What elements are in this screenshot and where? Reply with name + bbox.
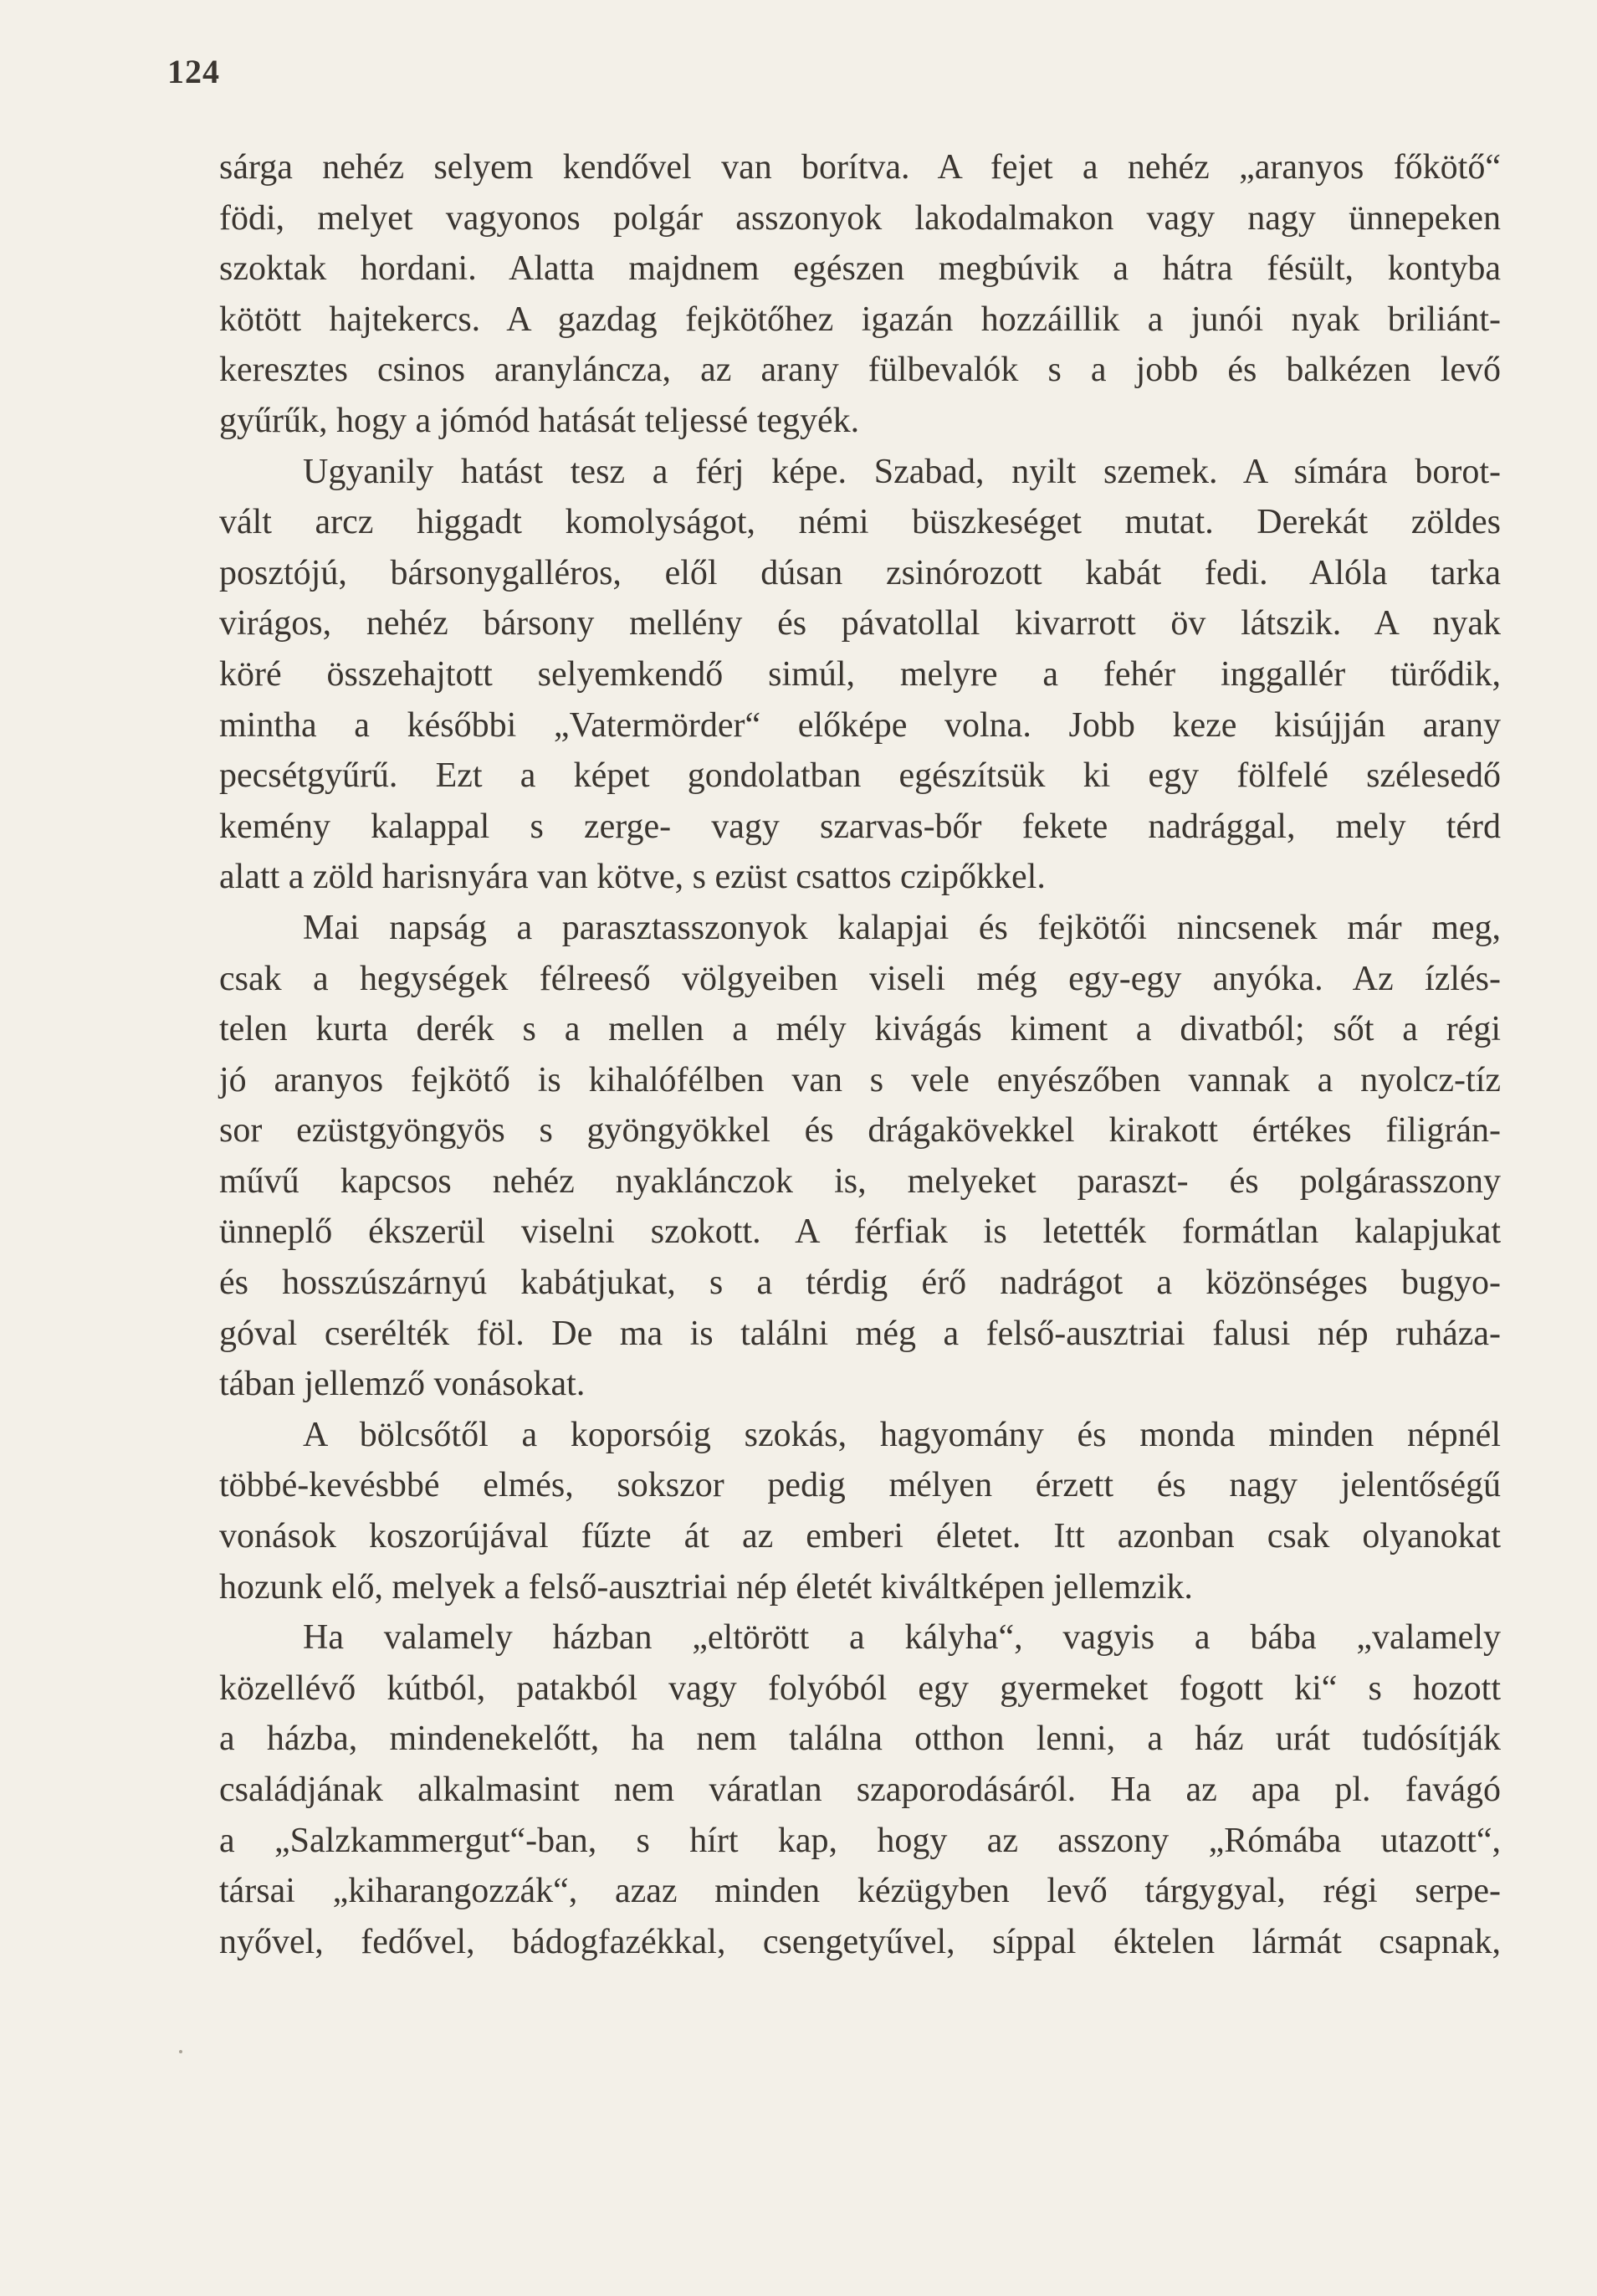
text-line: Mai napság a parasztasszonyok kalapjai és fejkötői nincsenek már meg, bbox=[303, 908, 1501, 947]
text-line: hozunk elő, melyek a felső-ausztriai nép életét kiváltképen jellemzik. bbox=[219, 1567, 1193, 1607]
text-line: keresztes csinos aranyláncza, az arany fülbevalók s a jobb és balkézen levő bbox=[219, 351, 1501, 390]
text-line: sor ezüstgyöngyös s gyöngyökkel és drágakövekkel kirakott értékes filigrán- bbox=[219, 1111, 1501, 1151]
text-line: társai „kiharangozzák“, azaz minden kézügyben levő tárgygyal, régi serpe- bbox=[219, 1872, 1501, 1911]
text-line: alatt a zöld harisnyára van kötve, s ezüst csattos czipőkkel. bbox=[219, 858, 1046, 897]
text-line: pecsétgyűrű. Ezt a képet gondolatban egészítsük ki egy fölfelé szélesedő bbox=[219, 756, 1501, 796]
text-line: szoktak hordani. Alatta majdnem egészen megbúvik a hátra fésült, kontyba bbox=[219, 249, 1501, 289]
text-line: köré összehajtott selyemkendő simúl, melyre a fehér inggallér türődik, bbox=[219, 654, 1501, 694]
text-line: sárga nehéz selyem kendővel van borítva. A fejet a nehéz „aranyos főkötő“ bbox=[219, 148, 1501, 187]
text-line: telen kurta derék s a mellen a mély kivágás kiment a divatból; sőt a régi bbox=[219, 1010, 1501, 1049]
text-line: nyővel, fedővel, bádogfazékkal, csengetyűvel, síppal éktelen lármát csapnak, bbox=[219, 1922, 1501, 1961]
text-line: mintha a későbbi „Vatermörder“ előképe volna. Jobb keze kisújján arany bbox=[219, 705, 1501, 745]
body-text bbox=[219, 142, 1501, 1967]
text-line: tában jellemző vonásokat. bbox=[219, 1365, 586, 1404]
text-line: jó aranyos fejkötő is kihalófélben van s vele enyészőben vannak a nyolcz-tíz bbox=[219, 1060, 1501, 1099]
text-line: virágos, nehéz bársony mellény és pávatollal kivarrott öv látszik. A nyak bbox=[219, 604, 1501, 643]
text-line: kötött hajtekercs. A gazdag fejkötőhez igazán hozzáillik a junói nyak briliánt- bbox=[219, 300, 1501, 339]
text-line: és hosszúszárnyú kabátjukat, s a térdig érő nadrágot a közönséges bugyo- bbox=[219, 1263, 1501, 1303]
text-line: a házba, mindenekelőtt, ha nem találna otthon lenni, a ház urát tudósítják bbox=[219, 1719, 1501, 1759]
text-line: A bölcsőtől a koporsóig szokás, hagyomány és monda minden népnél bbox=[303, 1415, 1501, 1454]
text-line: kemény kalappal s zerge- vagy szarvas-bőr fekete nadrággal, mely térd bbox=[219, 807, 1501, 846]
text-line: csak a hegységek félreeső völgyeiben viseli még egy-egy anyóka. Az ízlés- bbox=[219, 959, 1501, 998]
page-number: 124 bbox=[167, 53, 220, 90]
text-line: Ha valamely házban „eltörött a kályha“, vagyis a bába „valamely bbox=[303, 1618, 1501, 1658]
text-line: a „Salzkammergut“-ban, s hírt kap, hogy az asszony „Rómába utazott“, bbox=[219, 1821, 1501, 1860]
text-line: vált arcz higgadt komolyságot, némi büszkeséget mutat. Derekát zöldes bbox=[219, 503, 1501, 542]
text-line: gyűrűk, hogy a jómód hatását teljessé tegyék. bbox=[219, 401, 860, 440]
text-line: Ugyanily hatást tesz a férj képe. Szabad, nyilt szemek. A símára borot- bbox=[303, 452, 1501, 491]
text-line: posztójú, bársonygalléros, elől dúsan zsinórozott kabát fedi. Alóla tarka bbox=[219, 553, 1501, 592]
text-line: művű kapcsos nehéz nyaklánczok is, melyeket paraszt- és polgárasszony bbox=[219, 1161, 1501, 1201]
paper-speck bbox=[179, 2050, 182, 2053]
text-line: födi, melyet vagyonos polgár asszonyok lakodalmakon vagy nagy ünnepeken bbox=[219, 198, 1501, 238]
text-line: góval cserélték föl. De ma is találni még a felső-ausztriai falusi nép ruháza- bbox=[219, 1314, 1501, 1353]
text-line: családjának alkalmasint nem váratlan szaporodásáról. Ha az apa pl. favágó bbox=[219, 1771, 1501, 1809]
text-line: vonások koszorújával fűzte át az emberi életet. Itt azonban csak olyanokat bbox=[219, 1517, 1501, 1556]
text-line: ünneplő ékszerül viselni szokott. A férfiak is letették formátlan kalapjukat bbox=[219, 1212, 1501, 1252]
text-line: többé-kevésbbé elmés, sokszor pedig mélyen érzett és nagy jelentőségű bbox=[219, 1466, 1501, 1505]
text-line: közellévő kútból, patakból vagy folyóból egy gyermeket fogott ki“ s hozott bbox=[219, 1668, 1501, 1708]
